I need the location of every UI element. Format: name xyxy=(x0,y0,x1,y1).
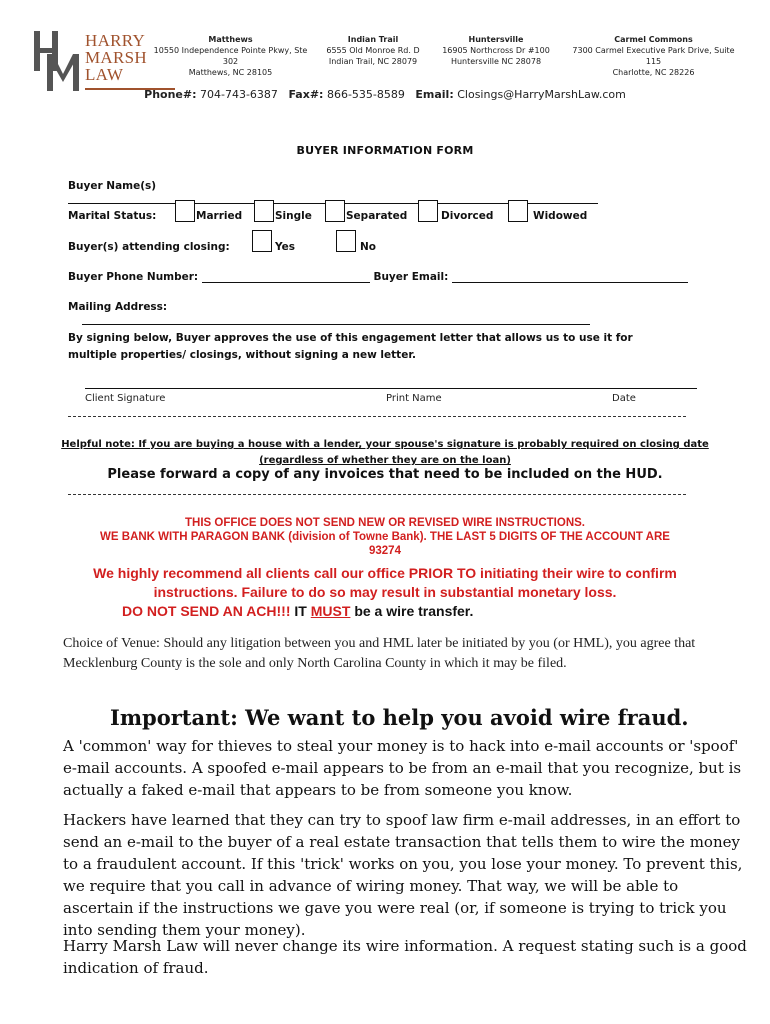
divorced-checkbox[interactable] xyxy=(418,200,438,222)
office-city: Huntersville NC 28078 xyxy=(450,57,542,66)
attending-no-checkbox[interactable] xyxy=(336,230,356,252)
wire-notice-line-2: WE BANK WITH PARAGON BANK (division of Towne Bank). THE LAST 5 DIGITS OF THE ACCOUNT ARE 93274 xyxy=(100,531,670,557)
forward-invoices-note: Please forward a copy of any invoices that need to be included on the HUD. xyxy=(107,467,663,482)
widowed-label: Widowed xyxy=(533,210,588,222)
hm-monogram-icon xyxy=(33,30,83,92)
logo-wordmark xyxy=(85,32,147,83)
fraud-paragraph-3: Harry Marsh Law will never change its wire information. A request stating such is a good indication of fraud. xyxy=(63,937,747,977)
office-address: 6555 Old Monroe Rd. D xyxy=(326,46,420,55)
fax-label: Fax#: xyxy=(288,88,324,101)
wire-notice xyxy=(100,516,670,558)
separated-checkbox[interactable] xyxy=(325,200,345,222)
attending-yes-label: Yes xyxy=(275,241,296,253)
choice-of-venue: Choice of Venue: Should any litigation between you and HML later be initiated by you (or HML), you agree that Mecklenburg County is the sole and only North Carolina County in which it may be filed. xyxy=(63,636,696,671)
buyer-phone-label: Buyer Phone Number: xyxy=(68,271,199,283)
office-name: Matthews xyxy=(208,35,253,44)
buyer-email-label: Buyer Email: xyxy=(373,271,449,283)
single-label: Single xyxy=(275,210,312,222)
phone-value: 704-743-6387 xyxy=(200,88,278,101)
office-address: 16905 Northcross Dr #100 xyxy=(442,46,550,55)
it-text: IT xyxy=(294,603,307,619)
signature-line[interactable] xyxy=(85,388,697,389)
ach-warning xyxy=(70,602,700,621)
buyer-phone-field[interactable] xyxy=(202,272,370,283)
office-name: Carmel Commons xyxy=(614,35,693,44)
fraud-paragraph-2: Hackers have learned that they can try to spoof law firm e-mail addresses, in an effort to send an e-mail to the buyer of a real estate transaction that tells them to wire the money to a fraudulent account. If this 'trick' works on you, you lose your money. To prevent this, we require that you call in advance of wiring money. That way, we will be able to ascertain if the instructions we gave you were real (or, if someone is trying to trick you into sending them your money). xyxy=(63,811,743,939)
wire-recommendation xyxy=(70,564,700,621)
logo-line-2: MARSH xyxy=(85,48,147,67)
married-checkbox[interactable] xyxy=(175,200,195,222)
office-address: 10550 Independence Pointe Pkwy, Ste 302 xyxy=(153,46,308,66)
attending-no-label: No xyxy=(360,241,377,253)
office-city: Charlotte, NC 28226 xyxy=(612,68,695,77)
buyer-contact-row xyxy=(68,271,688,283)
office-name: Indian Trail xyxy=(347,35,399,44)
fraud-paragraph-1: A 'common' way for thieves to steal your money is to hack into e-mail accounts or 'spoof' e-mail accounts. A spoofed e-mail appears to be from an e-mail that you recognize, but is actually a faked e-mail that appears to be from someone you know. xyxy=(63,737,742,799)
office-matthews xyxy=(148,34,313,78)
buyer-names-label: Buyer Name(s) xyxy=(68,180,157,192)
office-huntersville xyxy=(436,34,556,67)
firm-logo xyxy=(33,30,145,92)
divider-dashed xyxy=(68,416,686,417)
logo-line-1: HARRY xyxy=(85,31,146,50)
divider-dashed xyxy=(68,494,686,495)
helpful-note: Helpful note: If you are buying a house with a lender, your spouse's signature is probably required on closing date (regardless of whether they are on the loan) xyxy=(61,439,709,466)
must-text: MUST xyxy=(310,603,351,619)
consent-text: By signing below, Buyer approves the use of this engagement letter that allows us to use it for multiple properties/ closings, without signing a new letter. xyxy=(68,332,633,361)
mailing-address-label: Mailing Address: xyxy=(68,301,168,313)
date-label: Date xyxy=(612,393,636,404)
logo-line-3: LAW xyxy=(85,65,124,84)
wire-transfer-text: be a wire transfer. xyxy=(354,603,474,619)
phone-label: Phone#: xyxy=(144,88,197,101)
wire-notice-line-1: THIS OFFICE DOES NOT SEND NEW OR REVISED WIRE INSTRUCTIONS. xyxy=(185,517,585,529)
mailing-address-field[interactable] xyxy=(82,314,590,325)
office-name: Huntersville xyxy=(468,35,524,44)
fax-value: 866-535-8589 xyxy=(326,88,405,101)
separated-label: Separated xyxy=(346,210,408,222)
office-city: Matthews, NC 28105 xyxy=(188,68,273,77)
attending-label: Buyer(s) attending closing: xyxy=(68,241,230,253)
attending-yes-checkbox[interactable] xyxy=(252,230,272,252)
print-name-label: Print Name xyxy=(386,393,442,404)
buyer-names-row xyxy=(68,180,688,204)
married-label: Married xyxy=(196,210,243,222)
marital-status-label: Marital Status: xyxy=(68,210,157,222)
email-label: Email: xyxy=(415,88,454,101)
office-carmel-commons xyxy=(566,34,741,78)
wire-recommend-text: We highly recommend all clients call our office PRIOR TO initiating their wire to confirm instructions. Failure to do so may result in substantial monetary loss. xyxy=(93,565,677,600)
fraud-heading: Important: We want to help you avoid wire fraud. xyxy=(110,705,689,730)
divorced-label: Divorced xyxy=(441,210,494,222)
form-title: BUYER INFORMATION FORM xyxy=(296,144,474,157)
buyer-email-field[interactable] xyxy=(452,272,688,283)
contact-info xyxy=(0,88,770,101)
single-checkbox[interactable] xyxy=(254,200,274,222)
client-signature-label: Client Signature xyxy=(85,393,166,404)
office-indian-trail xyxy=(318,34,428,67)
no-ach-text: DO NOT SEND AN ACH!!! xyxy=(122,603,291,619)
office-city: Indian Trail, NC 28079 xyxy=(328,57,418,66)
email-value[interactable]: Closings@HarryMarshLaw.com xyxy=(457,88,626,101)
widowed-checkbox[interactable] xyxy=(508,200,528,222)
mailing-row xyxy=(68,301,688,325)
office-address: 7300 Carmel Executive Park Drive, Suite 115 xyxy=(572,46,735,66)
